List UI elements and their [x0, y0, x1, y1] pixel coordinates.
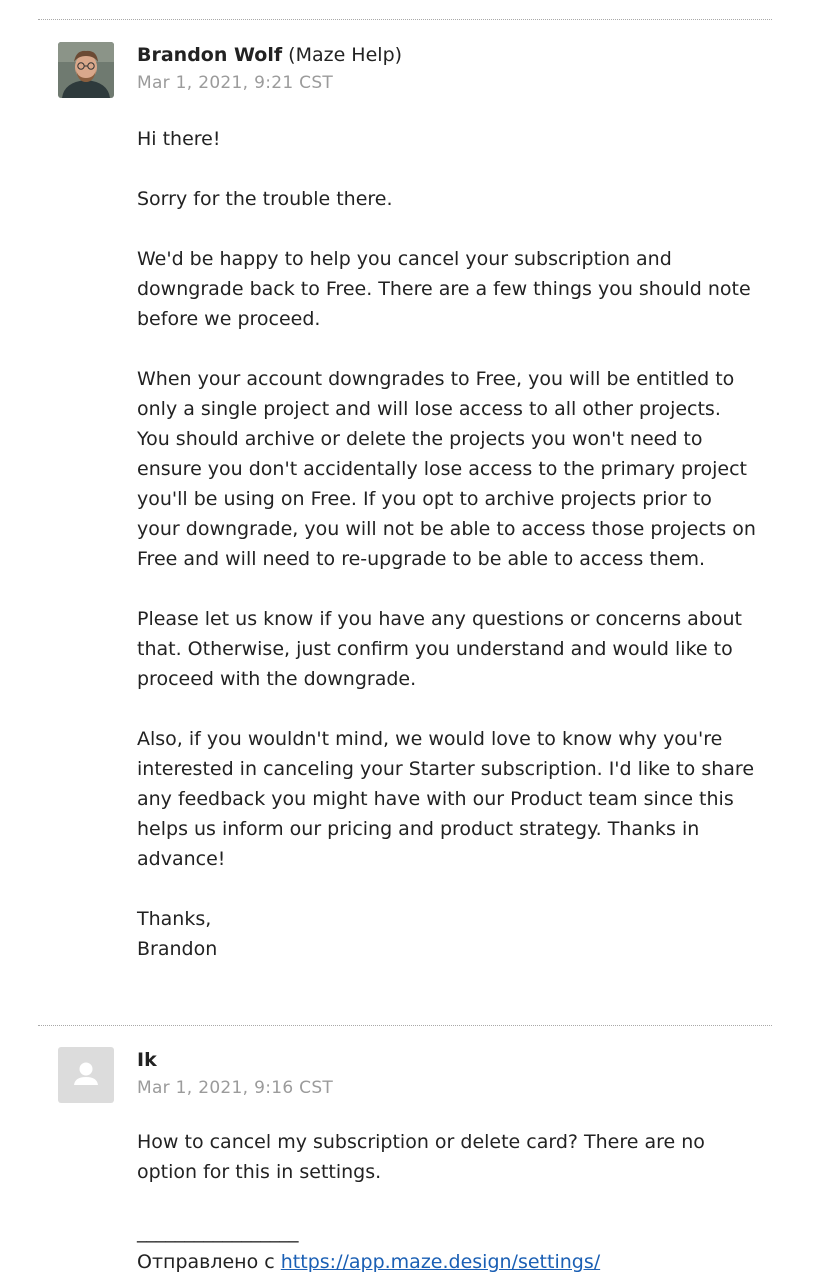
paragraph: How to cancel my subscription or delete card? There are no option for this in settings.: [137, 1131, 705, 1183]
default-user-icon: [58, 1047, 114, 1103]
avatar[interactable]: [58, 1047, 114, 1103]
author-name[interactable]: Brandon Wolf: [137, 44, 283, 66]
avatar[interactable]: [58, 42, 114, 98]
message-divider-top: [38, 19, 772, 20]
message-header: [137, 1047, 333, 1100]
paragraph: Sorry for the trouble there.: [137, 188, 393, 210]
message-date: Mar 1, 2021, 9:16 CST: [137, 1078, 334, 1098]
message-divider: [38, 1025, 772, 1026]
paragraph: Hi there!: [137, 128, 221, 150]
author-line: [137, 1047, 333, 1073]
message-body: [137, 124, 777, 964]
paragraph: When your account downgrades to Free, you will be entitled to only a single project and will lose access to all other projects. You should archive or delete the projects you won't need to ensure you don't accidentally lose access to the primary project you'll be using on Free. If you opt to archive projects prior to your downgrade, you will not be able to access those projects on Free and will need to re-upgrade to be able to access them.: [137, 368, 756, 570]
settings-link[interactable]: https://app.maze.design/settings/: [280, 1251, 601, 1273]
paragraph: Also, if you wouldn't mind, we would love to know why you're interested in canceling your Starter subscription. I'd like to share any feedback you might have with our Product team since this helps us inform our pricing and product strategy. Thanks in advance!: [137, 728, 755, 870]
message-body: [137, 1127, 777, 1277]
author-name[interactable]: Ik: [137, 1049, 157, 1071]
user-photo-icon: [58, 42, 114, 98]
author-org: (Maze Help): [288, 44, 403, 66]
message-header: [137, 42, 402, 95]
signature: [137, 1217, 777, 1277]
paragraph: Please let us know if you have any questions or concerns about that. Otherwise, just confirm you understand and would like to proceed with the downgrade.: [137, 608, 742, 690]
signoff: Thanks, Brandon: [137, 908, 218, 960]
message-date: Mar 1, 2021, 9:21 CST: [137, 73, 334, 93]
author-line: [137, 42, 402, 68]
sent-from-label: Отправлено с: [137, 1251, 275, 1273]
signature-separator: _________________: [137, 1221, 299, 1243]
paragraph: We'd be happy to help you cancel your subscription and downgrade back to Free. There are a few things you should note before we proceed.: [137, 248, 751, 330]
